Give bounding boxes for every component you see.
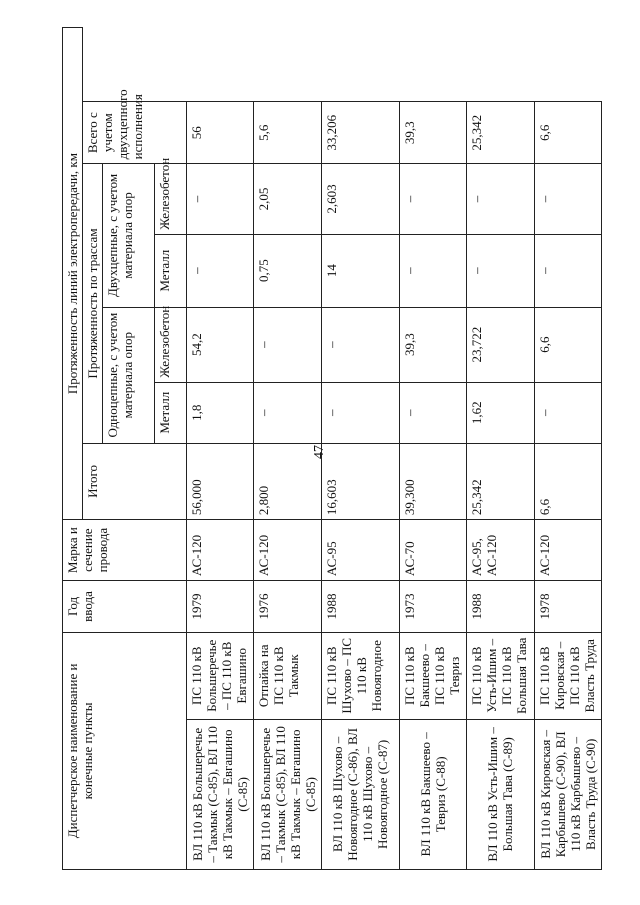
cell-section: ПС 110 кВ Кировская – ПС 110 кВ Власть Труда (534, 632, 601, 719)
cell-line: ВЛ 110 кВ Усть-Ишим – Большая Тава (С-89) (467, 719, 534, 869)
cell-year: 1979 (187, 581, 254, 633)
cell-s-metal: – (534, 382, 601, 443)
cell-d-conc: – (187, 164, 254, 234)
cell-s-conc: – (254, 307, 321, 382)
cell-line: ВЛ 110 кВ Большеречье – Такмык (С-85), ВЛ 110 кВ Такмык – Евгашино (С-85) (187, 719, 254, 869)
cell-year: 1988 (321, 581, 399, 633)
header-double: Двухцепные, с учетом материала опор (103, 164, 155, 307)
cell-s-conc: 6,6 (534, 307, 601, 382)
cell-line: ВЛ 110 кВ Шухово – Новоягодное (С-86), ВЛ 110 кВ Шухово – Новоягодное (С-87) (321, 719, 399, 869)
cell-s-metal: – (321, 382, 399, 443)
cell-year: 1978 (534, 581, 601, 633)
cell-total: 2,800 (254, 443, 321, 519)
table-row (187, 28, 254, 870)
header-all-double: Всего с учетом двухцепного исполнения (83, 102, 187, 164)
cell-d-conc: – (467, 164, 534, 234)
cell-wire: АС-120 (187, 520, 254, 581)
cell-year: 1988 (467, 581, 534, 633)
table-row (467, 28, 534, 870)
cell-all: 56 (187, 102, 254, 164)
cell-section: ПС 110 кВ Усть-Ишим – ПС 110 кВ Большая Тава (467, 632, 534, 719)
header-wire: Марка и сечение провода (63, 520, 187, 581)
cell-section: ПС 110 кВ Шухово – ПС 110 кВ Новоягодное (321, 632, 399, 719)
cell-d-conc: 2,05 (254, 164, 321, 234)
header-total: Итого (83, 443, 187, 519)
cell-s-metal: – (254, 382, 321, 443)
cell-d-conc: – (399, 164, 466, 234)
cell-section: ПС 110 кВ Большеречье – ПС 110 кВ Евгашино (187, 632, 254, 719)
header-name: Диспетчерское наименование и конечные пункты (63, 632, 187, 869)
header-single-concrete: Железобетон (155, 307, 187, 382)
header-year: Год ввода (63, 581, 187, 633)
cell-s-conc: 54,2 (187, 307, 254, 382)
cell-d-conc: 2,603 (321, 164, 399, 234)
header-length-group: Протяженность линий электропередачи, км (63, 28, 83, 520)
cell-total: 6,6 (534, 443, 601, 519)
rotated-table-wrapper (62, 27, 602, 870)
cell-year: 1973 (399, 581, 466, 633)
cell-line: ВЛ 110 кВ Бакшеево – Тевриз (С-88) (399, 719, 466, 869)
cell-s-metal: 1,62 (467, 382, 534, 443)
table-row (399, 28, 466, 870)
cell-total: 16,603 (321, 443, 399, 519)
header-single: Одноцепные, с учетом материала опор (103, 307, 155, 443)
page-number: 47 (312, 445, 327, 459)
cell-year: 1976 (254, 581, 321, 633)
cell-s-conc: 39,3 (399, 307, 466, 382)
cell-s-metal: – (399, 382, 466, 443)
cell-line: ВЛ 110 кВ Большеречье – Такмык (С-85), ВЛ 110 кВ Такмык – Евгашино (С-85) (254, 719, 321, 869)
table-row (534, 28, 601, 870)
table-row (321, 28, 399, 870)
cell-wire: АС-120 (534, 520, 601, 581)
cell-wire: АС-95 (321, 520, 399, 581)
cell-all: 5,6 (254, 102, 321, 164)
cell-total: 56,000 (187, 443, 254, 519)
cell-total: 25,342 (467, 443, 534, 519)
power-lines-table (62, 27, 602, 870)
cell-d-conc: – (534, 164, 601, 234)
cell-all: 39,3 (399, 102, 466, 164)
cell-all: 6,6 (534, 102, 601, 164)
cell-d-metal: – (467, 234, 534, 307)
cell-all: 25,342 (467, 102, 534, 164)
cell-wire: АС-70 (399, 520, 466, 581)
header-double-concrete: Железобетон (155, 164, 187, 234)
header-single-metal: Металл (155, 382, 187, 443)
cell-s-conc: – (321, 307, 399, 382)
cell-d-metal: 14 (321, 234, 399, 307)
cell-d-metal: – (399, 234, 466, 307)
header-by-routes: Протяженность по трассам (83, 164, 103, 443)
cell-d-metal: 0,75 (254, 234, 321, 307)
table-row (254, 28, 321, 870)
cell-total: 39,300 (399, 443, 466, 519)
header-double-metal: Металл (155, 234, 187, 307)
cell-d-metal: – (534, 234, 601, 307)
cell-s-metal: 1,8 (187, 382, 254, 443)
cell-section: ПС 110 кВ Бакшеево – ПС 110 кВ Тевриз (399, 632, 466, 719)
cell-section: Отпайка на ПС 110 кВ Такмык (254, 632, 321, 719)
cell-d-metal: – (187, 234, 254, 307)
cell-wire: АС-95, АС-120 (467, 520, 534, 581)
cell-wire: АС-120 (254, 520, 321, 581)
cell-all: 33,206 (321, 102, 399, 164)
cell-line: ВЛ 110 кВ Кировская – Карбышево (С-90), ВЛ 110 кВ Карбышево – Власть Труда (С-90) (534, 719, 601, 869)
cell-s-conc: 23,722 (467, 307, 534, 382)
